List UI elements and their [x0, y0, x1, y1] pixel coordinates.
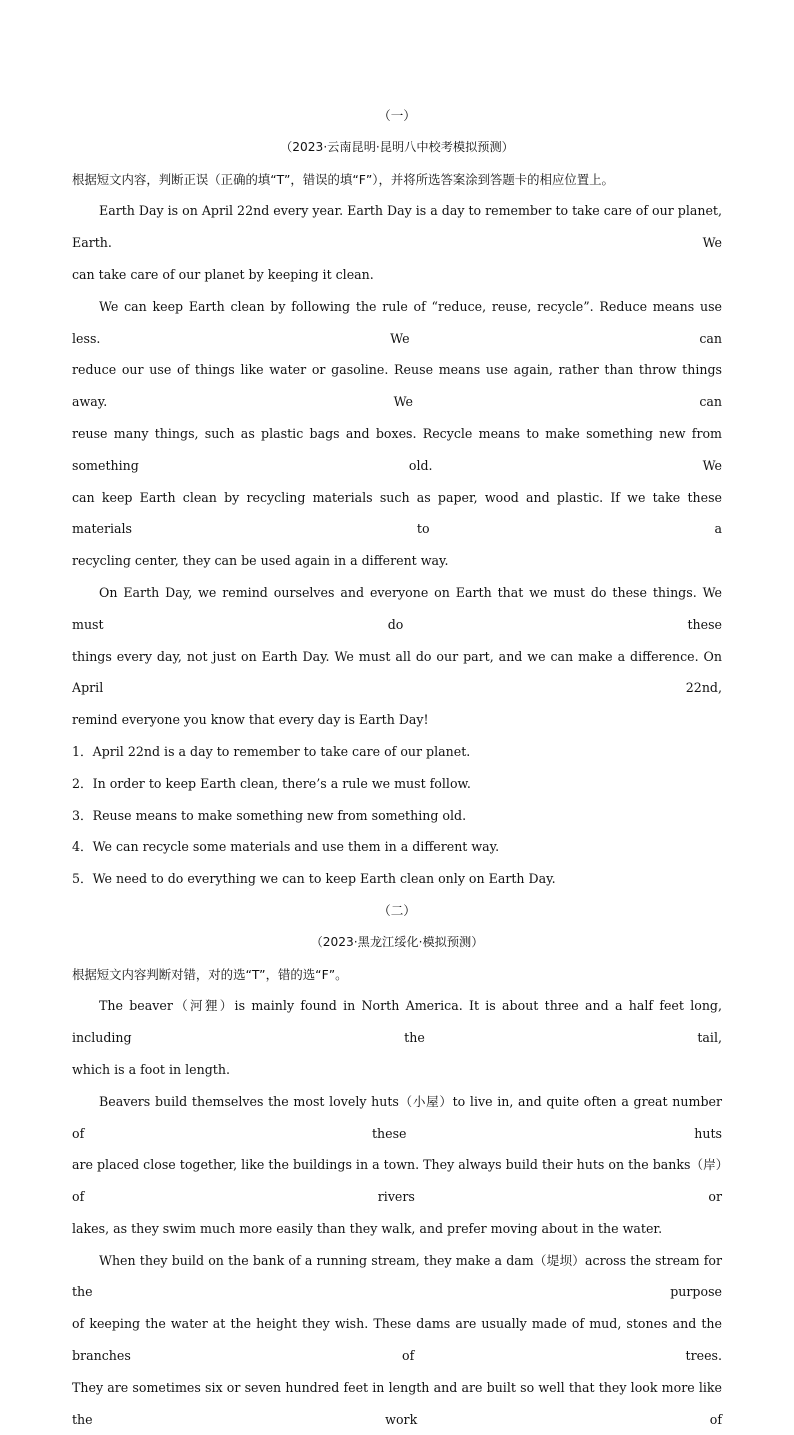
passage-line: When they build on the bank of a running stream, they make a dam（堤坝）across the stream for the purpose: [72, 1252, 722, 1300]
passage-line: are placed close together, like the buildings in a town. They always build their huts on the banks（岸）of rivers or: [72, 1157, 722, 1205]
question-item: 5．We need to do everything we can to keep Earth clean only on Earth Day.: [72, 871, 556, 887]
section-2-passage: [72, 990, 722, 1435]
section-1-passage: [72, 195, 722, 736]
passage-line: can keep Earth clean by recycling materials such as paper, wood and plastic. If we take these materials to a: [72, 489, 722, 537]
question-item: 3．Reuse means to make something new from something old.: [72, 807, 467, 823]
passage-line: lakes, as they swim much more easily than they walk, and prefer moving about in the water.: [72, 1220, 663, 1236]
passage-line: reuse many things, such as plastic bags and boxes. Recycle means to make something new from something old. We: [72, 425, 722, 473]
section-1-heading: （一）: [378, 108, 416, 123]
passage-line: things every day, not just on Earth Day. We must all do our part, and we can make a difference. On April 22nd,: [72, 648, 722, 696]
passage-line: On Earth Day, we remind ourselves and everyone on Earth that we must do these things. We must do these: [72, 584, 722, 632]
section-2-heading: （二）: [378, 902, 416, 918]
section-2-source: （2023·黑龙江绥化·模拟预测）: [310, 934, 484, 949]
passage-line: recycling center, they can be used again in a different way.: [72, 553, 449, 569]
passage-line: can take care of our planet by keeping it clean.: [72, 266, 374, 282]
question-item: 2．In order to keep Earth clean, there’s a rule we must follow.: [72, 775, 471, 791]
passage-line: which is a foot in length.: [72, 1061, 230, 1077]
question-item: 4．We can recycle some materials and use them in a different way.: [72, 839, 500, 855]
passage-line: remind everyone you know that every day is Earth Day!: [72, 712, 429, 728]
passage-line: Beavers build themselves the most lovely huts（小屋）to live in, and quite often a great number of these huts: [72, 1093, 722, 1141]
passage-line: We can keep Earth clean by following the rule of “reduce, reuse, recycle”. Reduce means use less. We can: [72, 298, 722, 346]
passage-line: They are sometimes six or seven hundred feet in length and are built so well that they look more like the work of: [72, 1379, 722, 1427]
passage-line: of keeping the water at the height they wish. These dams are usually made of mud, stones and the branches of trees.: [72, 1316, 722, 1364]
passage-line: Earth Day is on April 22nd every year. Earth Day is a day to remember to take care of our planet, Earth. We: [72, 203, 722, 251]
section-1-source: （2023·云南昆明·昆明八中校考模拟预测）: [280, 139, 514, 154]
document-page: [72, 100, 722, 1435]
question-item: 1．April 22nd is a day to remember to take care of our planet.: [72, 743, 471, 759]
section-2-instruction: 根据短文内容判断对错，对的选“T”，错的选“F”。: [72, 966, 348, 982]
passage-line: The beaver（河狸）is mainly found in North America. It is about three and a half feet long, including the tail,: [72, 998, 722, 1046]
section-1-questions: [72, 736, 722, 895]
section-1-instruction: 根据短文内容，判断正误（正确的填“T”，错误的填“F”），并将所选答案涂到答题卡的相应位置上。: [72, 171, 614, 187]
passage-line: reduce our use of things like water or gasoline. Reuse means use again, rather than throw things away. We can: [72, 362, 722, 410]
